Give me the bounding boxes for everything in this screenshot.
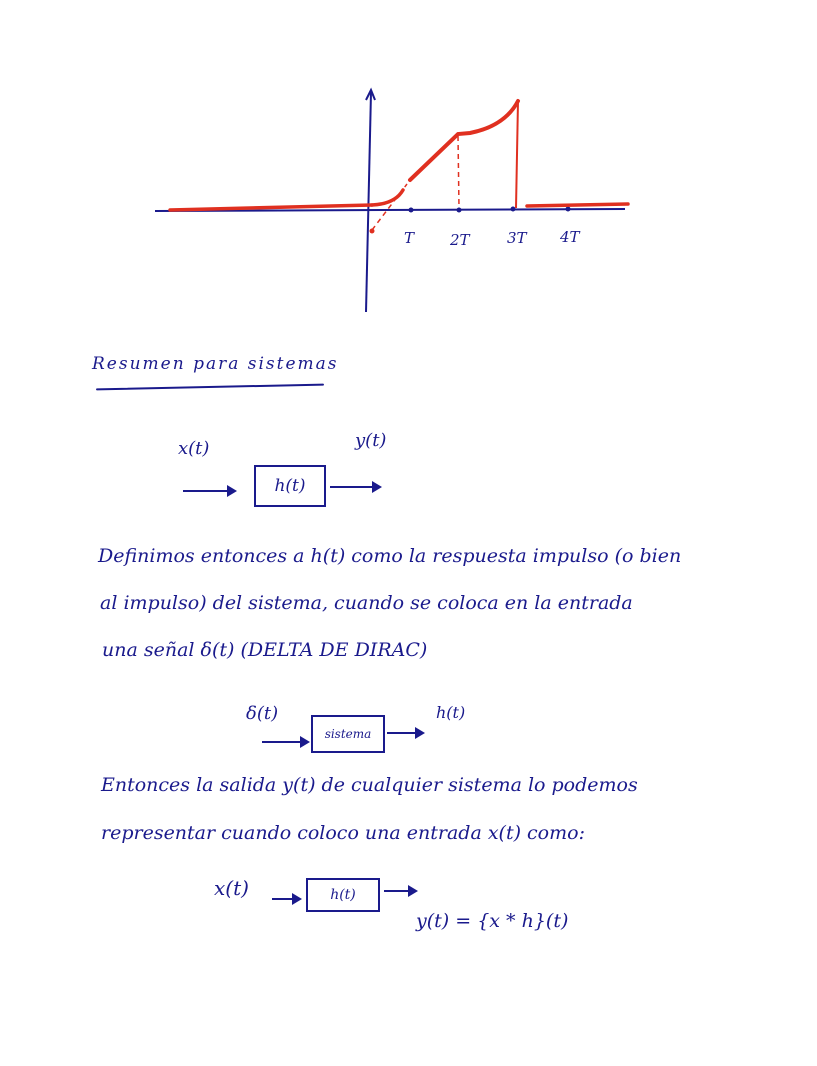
paragraph2-line2: representar cuando coloco una entrada x(t) como: [101, 822, 585, 844]
diagram1-output-label: y(t) [355, 430, 387, 451]
curve-segment-1 [372, 190, 403, 205]
tick-label-T: T [404, 229, 415, 247]
curve-drop-3T [516, 101, 518, 208]
guide-dashed-2T [458, 136, 459, 208]
diagram1-box-label: h(t) [274, 476, 306, 496]
curve-segment-2 [410, 101, 518, 180]
diagram3-box-label: h(t) [330, 887, 356, 903]
tick-label-2T: 2T [450, 231, 470, 249]
section-heading: Resumen para sistemas [92, 354, 339, 374]
diagram1-input-label: x(t) [178, 438, 210, 459]
paragraph1-line3: una señal δ(t) (DELTA DE DIRAC) [102, 639, 428, 661]
tick-mark-2T [457, 208, 462, 213]
diagram3-output-arrow [384, 890, 416, 892]
paragraph1-line2: al impulso) del sistema, cuando se coloca en la entrada [100, 592, 633, 614]
paragraph1-line1: Definimos entonces a h(t) como la respuesta impulso (o bien [98, 545, 682, 567]
diagram1-system-box [254, 465, 326, 507]
convolution-equation: y(t) = {x * h}(t) [416, 910, 569, 932]
tick-mark-3T [511, 207, 516, 212]
diagram2-input-label: δ(t) [246, 703, 279, 724]
tick-mark-T [409, 208, 414, 213]
diagram2-output-label: h(t) [436, 703, 466, 722]
diagram3-input-label: x(t) [214, 876, 249, 900]
curve-flat-right [527, 204, 628, 206]
tick-mark-4T [566, 207, 571, 212]
diagram3-input-arrow [272, 898, 300, 900]
guide-dashed-T [372, 184, 407, 230]
tick-label-4T: 4T [560, 228, 580, 246]
diagram2-output-arrow [387, 732, 423, 734]
tick-label-3T: 3T [507, 229, 527, 247]
diagram2-box-label: sistema [324, 727, 372, 741]
heading-underline [96, 384, 324, 391]
diagram1-input-arrow [183, 490, 235, 492]
signal-graph [0, 0, 817, 330]
diagram1-output-arrow [330, 486, 380, 488]
paragraph2-line1: Entonces la salida y(t) de cualquier sistema lo podemos [101, 774, 638, 796]
diagram3-system-box [306, 878, 380, 912]
origin-dot [370, 229, 375, 234]
diagram2-input-arrow [262, 741, 308, 743]
y-axis [366, 92, 371, 312]
diagram2-system-box [311, 715, 385, 753]
